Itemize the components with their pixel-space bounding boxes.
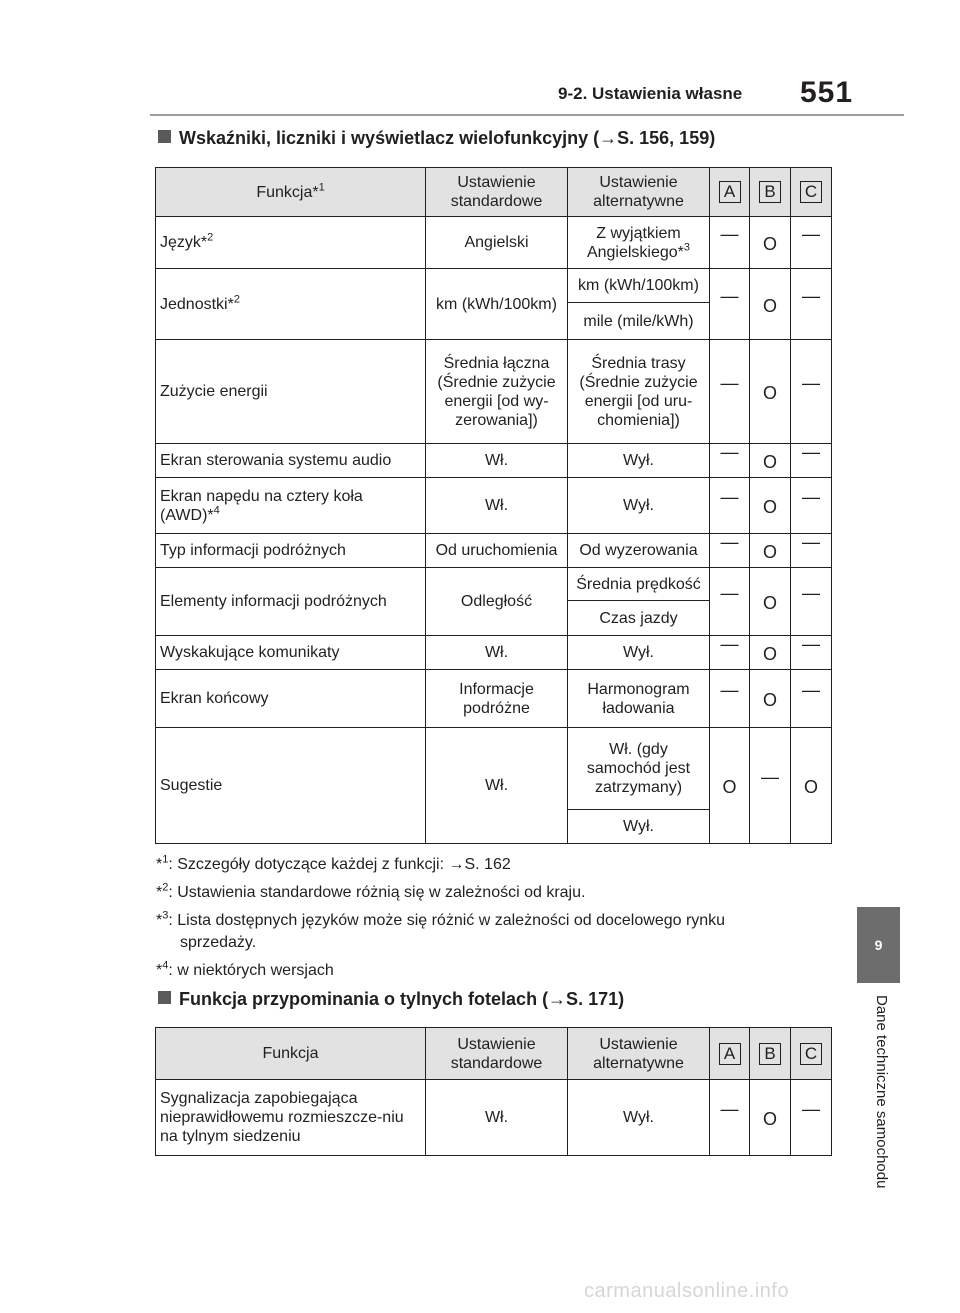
header-col-b: B bbox=[750, 168, 791, 217]
cell-a: O bbox=[710, 728, 750, 844]
cell-standard: Wł. bbox=[426, 728, 568, 844]
cell-b: O bbox=[750, 568, 791, 636]
header-divider bbox=[150, 114, 904, 116]
cell-standard: Odległość bbox=[426, 568, 568, 636]
table-row bbox=[156, 269, 832, 303]
footnote-2: *$^2$: Ustawienia standardowe różnią się w zależności od kraju. bbox=[156, 881, 586, 901]
table-row bbox=[156, 478, 832, 534]
cell-alternative: Od wyzerowania bbox=[568, 534, 710, 568]
cell-a: — bbox=[710, 340, 750, 444]
cell-a: — bbox=[710, 636, 750, 670]
section-title-text: Funkcja przypominania o tylnych fotelach (→S. 171) bbox=[179, 989, 625, 1009]
page-number: 551 bbox=[800, 76, 854, 109]
cell-alternative: Harmonogram ładowania bbox=[568, 670, 710, 728]
cell-b: O bbox=[750, 269, 791, 340]
cell-b: O bbox=[750, 340, 791, 444]
chapter-tab[interactable]: 9 bbox=[857, 907, 900, 983]
cell-function: Ekran końcowy bbox=[156, 670, 426, 728]
cell-standard: Angielski bbox=[426, 217, 568, 269]
cell-function: Wyskakujące komunikaty bbox=[156, 636, 426, 670]
cell-a: — bbox=[710, 1080, 750, 1156]
cell-function: Jednostki*$^2$ bbox=[156, 269, 426, 340]
chapter-title: Dane techniczne samochodu bbox=[873, 995, 890, 1189]
cell-alternative: Wył. bbox=[568, 636, 710, 670]
header-col-a: A bbox=[710, 1028, 750, 1080]
cell-a: — bbox=[710, 534, 750, 568]
cell-function: Zużycie energii bbox=[156, 340, 426, 444]
cell-standard: Wł. bbox=[426, 444, 568, 478]
cell-alternative: Średnia prędkość bbox=[568, 568, 710, 601]
table-row bbox=[156, 534, 832, 568]
cell-function: Język*$^2$ bbox=[156, 217, 426, 269]
cell-b: O bbox=[750, 444, 791, 478]
cell-function: Sygnalizacja zapobiegająca nieprawidłowemu rozmieszcze-niu na tylnym siedzeniu bbox=[156, 1080, 426, 1156]
footnote-3: *$^3$: Lista dostępnych języków może się różnić w zależności od docelowego rynku sprzedaży. bbox=[156, 909, 726, 951]
cell-function: Elementy informacji podróżnych bbox=[156, 568, 426, 636]
cell-a: — bbox=[710, 217, 750, 269]
cell-alternative: Wył. bbox=[568, 1080, 710, 1156]
header-standard: Ustawienie standardowe bbox=[426, 168, 568, 217]
cell-c: — bbox=[791, 217, 832, 269]
footnote-4: *$^4$: w niektórych wersjach bbox=[156, 959, 334, 979]
header-col-c: C bbox=[791, 1028, 832, 1080]
cell-standard: Średnia łączna (Średnie zużycie energii [od wy-zerowania]) bbox=[426, 340, 568, 444]
cell-c: — bbox=[791, 444, 832, 478]
header-col-c: C bbox=[791, 168, 832, 217]
bullet-square-icon bbox=[158, 130, 171, 143]
cell-function: Sugestie bbox=[156, 728, 426, 844]
cell-b: O bbox=[750, 636, 791, 670]
table-row bbox=[156, 444, 832, 478]
header-alternative: Ustawienie alternatywne bbox=[568, 168, 710, 217]
cell-alternative: Wył. bbox=[568, 444, 710, 478]
cell-standard: Wł. bbox=[426, 1080, 568, 1156]
table-row bbox=[156, 728, 832, 810]
cell-b: O bbox=[750, 1080, 791, 1156]
footnote-1: *$^1$: Szczegóły dotyczące każdej z funkcji: →S. 162 bbox=[156, 853, 511, 873]
cell-alternative: Wył. bbox=[568, 810, 710, 844]
cell-alternative: mile (mile/kWh) bbox=[568, 303, 710, 340]
cell-b: O bbox=[750, 670, 791, 728]
cell-c: — bbox=[791, 269, 832, 340]
cell-c: — bbox=[791, 1080, 832, 1156]
cell-alternative: Wł. (gdy samochód jest zatrzymany) bbox=[568, 728, 710, 810]
cell-a: — bbox=[710, 670, 750, 728]
cell-function: Typ informacji podróżnych bbox=[156, 534, 426, 568]
cell-alternative: Wył. bbox=[568, 478, 710, 534]
table-row bbox=[156, 217, 832, 269]
cell-a: — bbox=[710, 568, 750, 636]
cell-a: — bbox=[710, 478, 750, 534]
section-title-indicators bbox=[158, 128, 715, 149]
header-alternative: Ustawienie alternatywne bbox=[568, 1028, 710, 1080]
cell-c: — bbox=[791, 534, 832, 568]
cell-alternative: Czas jazdy bbox=[568, 601, 710, 636]
settings-table-indicators bbox=[155, 167, 832, 844]
table-row bbox=[156, 670, 832, 728]
cell-alternative: Z wyjątkiem Angielskiego*$^3$ bbox=[568, 217, 710, 269]
cell-standard: km (kWh/100km) bbox=[426, 269, 568, 340]
table-row bbox=[156, 568, 832, 601]
header-function: Funkcja bbox=[156, 1028, 426, 1080]
cell-standard: Wł. bbox=[426, 636, 568, 670]
cell-b: O bbox=[750, 534, 791, 568]
cell-c: O bbox=[791, 728, 832, 844]
cell-function: Ekran sterowania systemu audio bbox=[156, 444, 426, 478]
cell-c: — bbox=[791, 478, 832, 534]
header-standard: Ustawienie standardowe bbox=[426, 1028, 568, 1080]
cell-standard: Informacje podróżne bbox=[426, 670, 568, 728]
cell-c: — bbox=[791, 568, 832, 636]
cell-c: — bbox=[791, 636, 832, 670]
section-header: 9-2. Ustawienia własne bbox=[558, 84, 743, 103]
table-row bbox=[156, 1080, 832, 1156]
cell-standard: Od uruchomienia bbox=[426, 534, 568, 568]
table-header-row bbox=[156, 1028, 832, 1080]
table-row bbox=[156, 636, 832, 670]
cell-b: O bbox=[750, 478, 791, 534]
cell-b: — bbox=[750, 728, 791, 844]
cell-c: — bbox=[791, 670, 832, 728]
header-function: Funkcja*$^1$ bbox=[156, 168, 426, 217]
section-title-text: Wskaźniki, liczniki i wyświetlacz wielofunkcyjny (→S. 156, 159) bbox=[179, 128, 716, 148]
bullet-square-icon bbox=[158, 991, 171, 1004]
cell-a: — bbox=[710, 444, 750, 478]
settings-table-rear-seat bbox=[155, 1027, 832, 1156]
cell-b: O bbox=[750, 217, 791, 269]
section-title-rear-seat bbox=[158, 989, 624, 1010]
header-col-a: A bbox=[710, 168, 750, 217]
cell-c: — bbox=[791, 340, 832, 444]
cell-alternative: Średnia trasy (Średnie zużycie energii [od uru-chomienia]) bbox=[568, 340, 710, 444]
header-col-b: B bbox=[750, 1028, 791, 1080]
cell-standard: Wł. bbox=[426, 478, 568, 534]
cell-function: Ekran napędu na cztery koła (AWD)*$^4$ bbox=[156, 478, 426, 534]
table-row bbox=[156, 340, 832, 444]
watermark: carmanualsonline.info bbox=[584, 1280, 790, 1302]
cell-alternative: km (kWh/100km) bbox=[568, 269, 710, 303]
cell-a: — bbox=[710, 269, 750, 340]
table-header-row bbox=[156, 168, 832, 217]
